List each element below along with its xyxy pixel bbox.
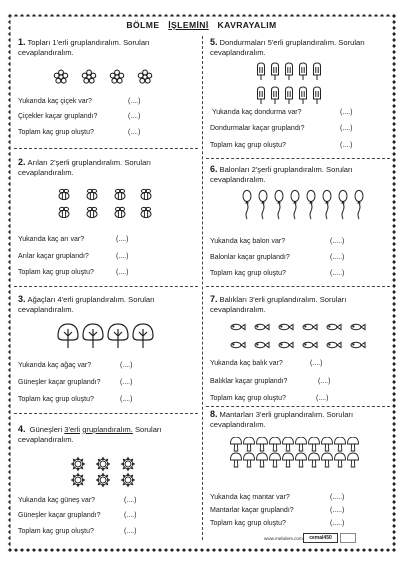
question-text: Toplam kaç grup oluştu? (210, 270, 286, 277)
section-number: 6. (210, 164, 218, 174)
section-number: 3. (18, 294, 26, 304)
answer-blank[interactable]: (....) (120, 362, 133, 369)
balloon-icon (240, 189, 370, 229)
section-number: 4. (18, 424, 26, 434)
section-8 (210, 410, 398, 429)
instruction-text: Arıları 2'şerli gruplandıralım. Soruları cevaplandıralım. (18, 158, 151, 177)
question-text: Yukarıda kaç balık var? (210, 360, 283, 367)
bee-icon (55, 188, 155, 224)
question-4c (18, 528, 137, 535)
question-text: Yukarıda kaç mantar var? (210, 494, 290, 501)
question-7c (210, 395, 329, 402)
question-text: Toplam kaç grup oluştu? (18, 129, 94, 136)
answer-blank[interactable]: (....) (310, 360, 323, 367)
title-word-1: BÖLME (126, 20, 160, 30)
instruction-text: 3'erli (64, 425, 81, 434)
section-7-instruction (210, 295, 398, 314)
fish-icon (228, 322, 378, 350)
instruction-text: Soruları cevaplandıralım. (18, 425, 162, 444)
question-text: Balıklar kaçar gruplandı? (210, 378, 288, 385)
question-5b (210, 125, 353, 132)
answer-blank[interactable]: (....) (318, 378, 331, 385)
question-text: Yukarıda kaç çiçek var? (18, 98, 92, 105)
answer-blank[interactable]: (....) (124, 528, 137, 535)
logo-mark (340, 533, 356, 543)
answer-blank[interactable]: (....) (128, 129, 141, 136)
question-text: Çiçekler kaçar gruplandı? (18, 113, 98, 120)
mushroom-icon-group (230, 437, 370, 485)
title-word-2: İŞLEMİNİ (168, 20, 209, 30)
question-text: Yukarıda kaç dondurma var? (212, 109, 302, 116)
instruction-text: Topları 1'erli gruplandıralım. Soruları cevaplandıralım. (18, 38, 150, 57)
question-text: Mantarlar kaçar gruplandı? (210, 507, 294, 514)
answer-blank[interactable]: (.....) (330, 254, 345, 261)
question-6c (210, 270, 345, 277)
question-text: Yukarıda kaç balon var? (210, 238, 286, 245)
question-8b (210, 507, 345, 514)
section-separator (14, 286, 198, 287)
section-6 (210, 165, 398, 184)
answer-blank[interactable]: (....) (116, 269, 129, 276)
section-separator (206, 158, 390, 159)
question-text: Dondurmalar kaçar gruplandı? (210, 125, 305, 132)
question-text: Yukarıda kaç arı var? (18, 236, 85, 243)
answer-blank[interactable]: (....) (120, 379, 133, 386)
section-separator (14, 148, 198, 149)
section-separator (206, 286, 390, 287)
instruction-text: Dondurmaları 5'erli gruplandıralım. Soruları cevaplandıralım. (210, 38, 365, 57)
question-text: Güneşler kaçar gruplandı? (18, 512, 101, 519)
question-text: Yukarıda kaç güneş var? (18, 497, 96, 504)
section-4-instruction (18, 425, 206, 444)
question-text: Toplam kaç grup oluştu? (18, 396, 94, 403)
page-title (0, 20, 403, 30)
answer-blank[interactable]: (.....) (330, 270, 345, 277)
answer-blank[interactable]: (.....) (330, 494, 345, 501)
question-6a (210, 238, 345, 245)
section-3-instruction (18, 295, 206, 314)
section-7 (210, 295, 398, 314)
section-number: 8. (210, 409, 218, 419)
question-3a (18, 362, 133, 369)
section-5-instruction (210, 38, 398, 57)
tree-icon (56, 323, 156, 349)
question-7b (210, 378, 331, 385)
question-4b (18, 512, 137, 519)
question-2b (18, 253, 129, 260)
answer-blank[interactable]: (....) (124, 497, 137, 504)
section-number: 5. (210, 37, 218, 47)
bee-icon-group (55, 188, 155, 224)
instruction-text: Balonları 2'şerli gruplandıralım. Soruları cevaplandıralım. (210, 165, 353, 184)
question-text: Toplam kaç grup oluştu? (210, 395, 286, 402)
question-8c (210, 520, 345, 527)
question-text: Toplam kaç grup oluştu? (18, 528, 94, 535)
question-text: Güneşler kaçar gruplandı? (18, 379, 101, 386)
mushroom-icon (230, 437, 370, 485)
question-2a (18, 236, 129, 243)
title-word-3: KAVRAYALIM (217, 20, 277, 30)
answer-blank[interactable]: (.....) (330, 520, 345, 527)
instruction-text: Balıkları 3'erli gruplandıralım. Soruları cevaplandıralım. (210, 295, 347, 314)
section-1-instruction (18, 38, 206, 57)
ice-cream-icon-group (255, 62, 325, 106)
question-3b (18, 379, 133, 386)
answer-blank[interactable]: (....) (124, 512, 137, 519)
section-3 (18, 295, 206, 314)
question-8a (210, 494, 345, 501)
question-4a (18, 497, 137, 504)
author-badge: cemal450 (303, 533, 338, 543)
section-separator (14, 413, 198, 414)
site-url[interactable]: www.mebders.com (264, 536, 303, 541)
instruction-text: gruplandıralım. (82, 425, 133, 434)
tree-icon-group (56, 323, 156, 349)
answer-blank[interactable]: (....) (340, 125, 353, 132)
question-2c (18, 269, 129, 276)
sun-icon-group (71, 456, 135, 488)
question-text: Toplam kaç grup oluştu? (210, 520, 286, 527)
answer-blank[interactable]: (....) (116, 253, 129, 260)
question-6b (210, 254, 345, 261)
section-number: 1. (18, 37, 26, 47)
answer-blank[interactable]: (....) (116, 236, 129, 243)
answer-blank[interactable]: (.....) (330, 238, 345, 245)
question-text: Yukarıda kaç ağaç var? (18, 362, 92, 369)
answer-blank[interactable]: (....) (128, 98, 141, 105)
question-text: Toplam kaç grup oluştu? (210, 142, 286, 149)
question-5c (210, 142, 353, 149)
section-2 (18, 158, 206, 177)
section-5 (210, 38, 398, 57)
section-6-instruction (210, 165, 398, 184)
flower-icon-group (52, 68, 162, 86)
question-1b (18, 113, 141, 120)
answer-blank[interactable]: (....) (340, 109, 353, 116)
column-divider (202, 36, 203, 540)
question-text: Balonlar kaçar gruplandı? (210, 254, 290, 261)
instruction-text: Mantarları 3'erli gruplandıralım. Soruları cevaplandıralım. (210, 410, 354, 429)
section-4 (18, 425, 206, 444)
answer-blank[interactable]: (....) (128, 113, 141, 120)
instruction-text: Ağaçları 4'erli gruplandıralım. Soruları cevaplandıralım. (18, 295, 155, 314)
question-1c (18, 129, 141, 136)
section-2-instruction (18, 158, 206, 177)
answer-blank[interactable]: (....) (120, 396, 133, 403)
section-1 (18, 38, 206, 57)
section-number: 2. (18, 157, 26, 167)
balloon-icon-group (240, 189, 370, 229)
section-number: 7. (210, 294, 218, 304)
section-separator (206, 406, 390, 407)
answer-blank[interactable]: (.....) (330, 507, 345, 514)
question-1a (18, 98, 141, 105)
answer-blank[interactable]: (....) (316, 395, 329, 402)
question-text: Toplam kaç grup oluştu? (18, 269, 94, 276)
instruction-text: Güneşleri (29, 425, 63, 434)
section-8-instruction (210, 410, 398, 429)
question-7a (210, 360, 323, 367)
flower-icon (52, 68, 162, 86)
question-3c (18, 396, 133, 403)
ice-cream-icon (255, 62, 325, 106)
sun-icon (71, 456, 135, 488)
question-5a (212, 109, 353, 116)
answer-blank[interactable]: (....) (340, 142, 353, 149)
fish-icon-group (228, 322, 378, 350)
question-text: Arılar kaçar gruplandı? (18, 253, 89, 260)
